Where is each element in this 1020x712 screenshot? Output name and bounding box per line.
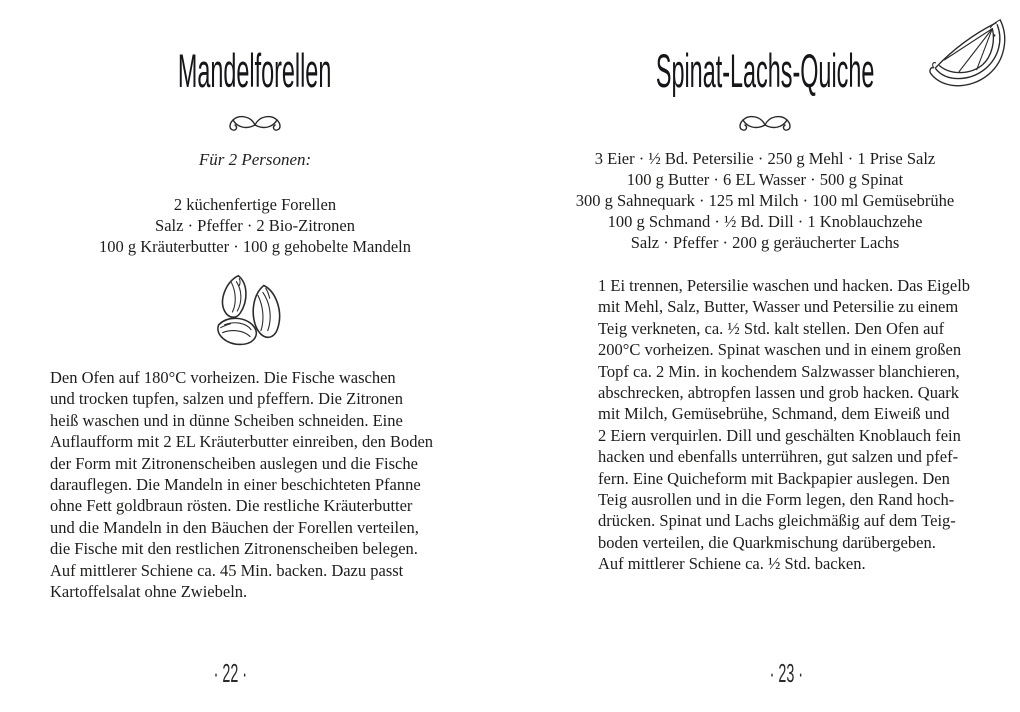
text-line: Teig verkneten, ca. ½ Std. kalt stellen. Den Ofen auf <box>598 318 945 338</box>
page-number-left-text: · 22 · <box>213 658 247 688</box>
text-line: 300 g Sahnequark · 125 ml Milch · 100 ml Gemüsebrühe <box>575 191 955 210</box>
text-line: der Form mit Zitronenscheiben auslegen und die Fische <box>50 453 418 473</box>
text-line: hacken und ebenfalls unterrühren, gut salzen und pfef- <box>598 447 959 467</box>
text-line: und trocken tupfen, salzen und pfeffern. Die Zitronen <box>50 389 403 409</box>
text-line: Kartoffelsalat ohne Zwiebeln. <box>50 582 248 602</box>
text-line: Auf mittlerer Schiene ca. ½ Std. backen. <box>598 554 866 574</box>
text-line: Teig ausrollen und in die Form legen, den Rand hoch- <box>598 490 955 510</box>
serving-note: Für 2 Personen: <box>198 150 312 169</box>
mustache-icon <box>0 112 510 138</box>
text-line: darauflegen. Die Mandeln in einer beschichteten Pfanne <box>50 475 421 495</box>
text-line: Salz · Pfeffer · 2 Bio-Zitronen <box>155 216 355 235</box>
ingredients-list-right <box>510 148 1020 253</box>
recipe-title-left-text: Mandelforellen <box>178 44 332 98</box>
text-line: fern. Eine Quicheform mit Backpapier auslegen. Den <box>598 468 950 488</box>
text-line: heiß waschen und in dünne Scheiben schneiden. Eine <box>50 410 403 430</box>
page-right <box>510 0 1020 712</box>
text-line: 2 Eiern verquirlen. Dill und geschälten Knoblauch fein <box>598 425 961 445</box>
text-line: Auflaufform mit 2 EL Kräuterbutter einreiben, den Boden <box>50 432 434 452</box>
text-line: und die Mandeln in den Bäuchen der Forellen verteilen, <box>50 517 419 537</box>
page-number-right <box>706 658 866 688</box>
text-line: 1 Ei trennen, Petersilie waschen und hacken. Das Eigelb <box>598 276 971 295</box>
page-number-right-text: · 23 · <box>769 658 803 688</box>
text-line: 200°C vorheizen. Spinat waschen und in einem großen <box>598 340 962 360</box>
text-line: 3 Eier · ½ Bd. Petersilie · 250 g Mehl · 1 Prise Salz <box>594 149 936 168</box>
text-line: boden verteilen, die Quarkmischung darübergeben. <box>598 532 936 552</box>
mustache-icon <box>510 112 1020 138</box>
recipe-title-right-text: Spinat-Lachs-Quiche <box>655 44 875 98</box>
recipe-title-left <box>0 0 510 96</box>
text-line: 2 küchenfertige Forellen <box>173 195 337 214</box>
instructions-right <box>598 275 1000 575</box>
text-line: 100 g Schmand · ½ Bd. Dill · 1 Knoblauchzehe <box>607 212 923 231</box>
text-line: die Fische mit den restlichen Zitronenscheiben belegen. <box>50 539 418 559</box>
text-line: Salz · Pfeffer · 200 g geräucherter Lachs <box>630 233 900 252</box>
text-line: mit Milch, Gemüsebrühe, Schmand, dem Eiweiß und <box>598 404 950 424</box>
text-line: mit Mehl, Salz, Butter, Wasser und Petersilie zu einem <box>598 297 959 317</box>
ingredients-list-left <box>0 194 510 257</box>
text-line: Auf mittlerer Schiene ca. 45 Min. backen. Dazu passt <box>50 560 404 580</box>
text-line: 100 g Butter · 6 EL Wasser · 500 g Spinat <box>626 170 904 189</box>
text-line: 100 g Kräuterbutter · 100 g gehobelte Mandeln <box>98 237 412 256</box>
text-line: ohne Fett goldbraun rösten. Die restliche Kräuterbutter <box>50 496 413 516</box>
text-line: Topf ca. 2 Min. in kochendem Salzwasser blanchieren, <box>598 361 960 381</box>
almonds-illustration <box>0 267 510 361</box>
page-number-left <box>150 658 310 688</box>
text-line: abschrecken, abtropfen lassen und grob hacken. Quark <box>598 383 960 403</box>
instructions-left <box>50 367 480 602</box>
text-line: Den Ofen auf 180°C vorheizen. Die Fische waschen <box>50 368 396 387</box>
lemon-wedge-illustration <box>914 12 1012 98</box>
text-line: drücken. Spinat und Lachs gleichmäßig auf dem Teig- <box>598 511 956 531</box>
